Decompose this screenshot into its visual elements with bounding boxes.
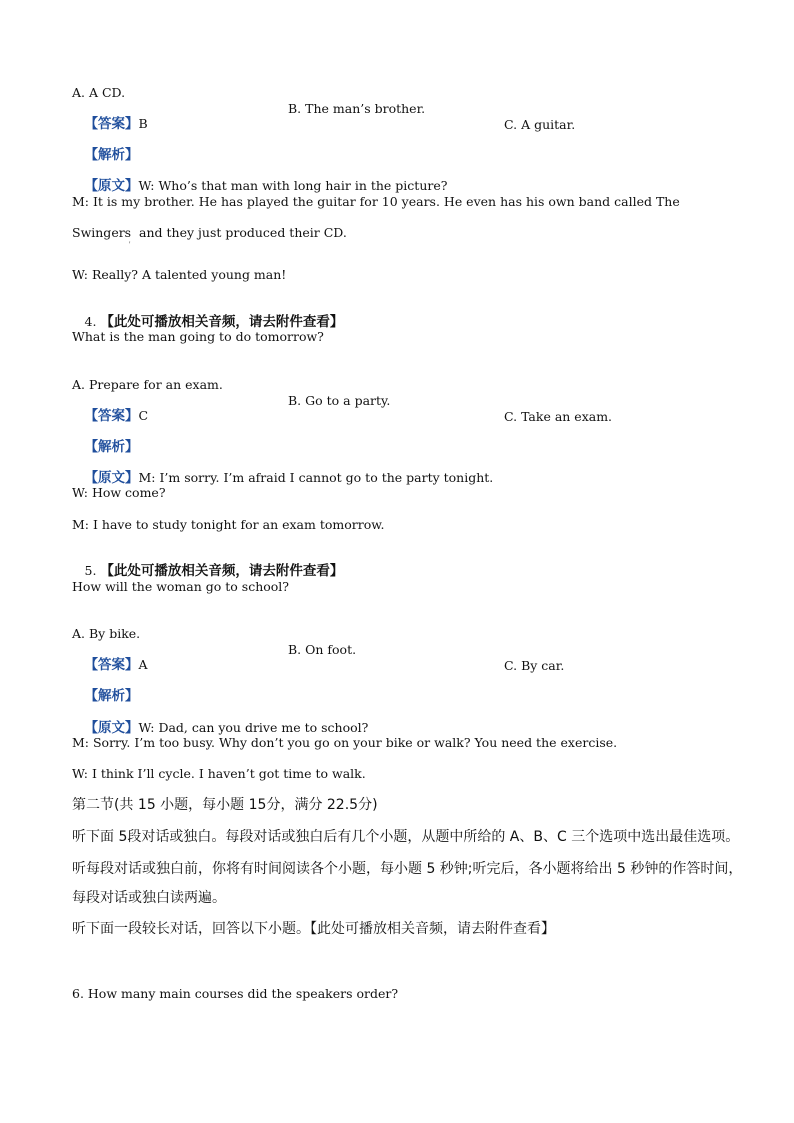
q4-audio-note: 【此处可播放相关音频，请去附件查看】 [100,314,344,330]
q3-option-c: C. A guitar. [504,117,576,132]
answer-label: 【答案】 [84,657,139,673]
q5-transcript-line-2: M: Sorry. I’m too busy. Why don’t you go on your bike or walk? You need the exercise. [72,735,618,750]
q5-number: 5. [84,563,101,578]
q3-option-b: B. The man’s brother. [288,101,426,116]
q5-question: How will the woman go to school? [72,579,290,594]
analysis-label: 【解析】 [84,147,139,163]
transcript-label: 【原文】 [84,720,139,736]
section2-instruction-2: 听每段对话或独白前，你将有时间阅读各个小题，每小题 5 秒钟;听完后，各小题将给出 5 秒钟的作答时间， [72,861,743,877]
q5-transcript-line-3: W: I think I’ll cycle. I haven’t got time to walk. [72,766,366,781]
q4-number: 4. [84,314,101,329]
answer-label: 【答案】 [84,116,139,132]
q4-answer-value: C [138,408,149,423]
q3-transcript-line-4: W: Really? A talented young man! [72,267,287,282]
q3-option-a: A. A CD. [72,85,126,100]
transcript-label: 【原文】 [84,178,139,194]
transcript-label: 【原文】 [84,470,139,486]
section2-instruction-3: 每段对话或独白读两遍。 [72,890,226,906]
answer-label: 【答案】 [84,408,139,424]
q5-option-a: A. By bike. [72,626,141,641]
q3-transcript-line-2: M: It is my brother. He has played the guitar for 10 years. He even has his own band called The [72,194,680,209]
q3-answer-value: B [138,116,148,131]
q4-transcript-line-2: W: How come? [72,485,166,500]
q3-transcript-line-3: Swingers and they just produced their CD. [72,225,347,240]
stray-mark: ' [129,240,131,249]
q5-answer-value: A [138,657,148,672]
section2-title: 第二节(共 15 小题，每小题 15分，满分 22.5分) [72,797,378,813]
transcript-text: M: I’m sorry. I’m afraid I cannot go to the party tonight. [138,470,494,485]
q5-option-c: C. By car. [504,658,565,673]
q4-option-b: B. Go to a party. [288,393,391,408]
q4-option-c: C. Take an exam. [504,409,613,424]
analysis-label: 【解析】 [84,439,139,455]
q5-option-b: B. On foot. [288,642,357,657]
q4-transcript-line-3: M: I have to study tonight for an exam tomorrow. [72,517,385,532]
q5-audio-note: 【此处可播放相关音频，请去附件查看】 [100,563,344,579]
q4-question: What is the man going to do tomorrow? [72,329,324,344]
long-dialogue-intro: 听下面一段较长对话，回答以下小题。【此处可播放相关音频，请去附件查看】 [72,921,555,937]
transcript-text: W: Dad, can you drive me to school? [138,720,369,735]
analysis-label: 【解析】 [84,688,139,704]
q6-question: 6. How many main courses did the speakers order? [72,986,399,1001]
q4-option-a: A. Prepare for an exam. [72,377,223,392]
section2-instruction-1: 听下面 5段对话或独白。每段对话或独白后有几个小题，从题中所给的 A、B、C 三个选项中选出最佳选项。 [72,829,740,845]
transcript-text: W: Who’s that man with long hair in the picture? [138,178,448,193]
